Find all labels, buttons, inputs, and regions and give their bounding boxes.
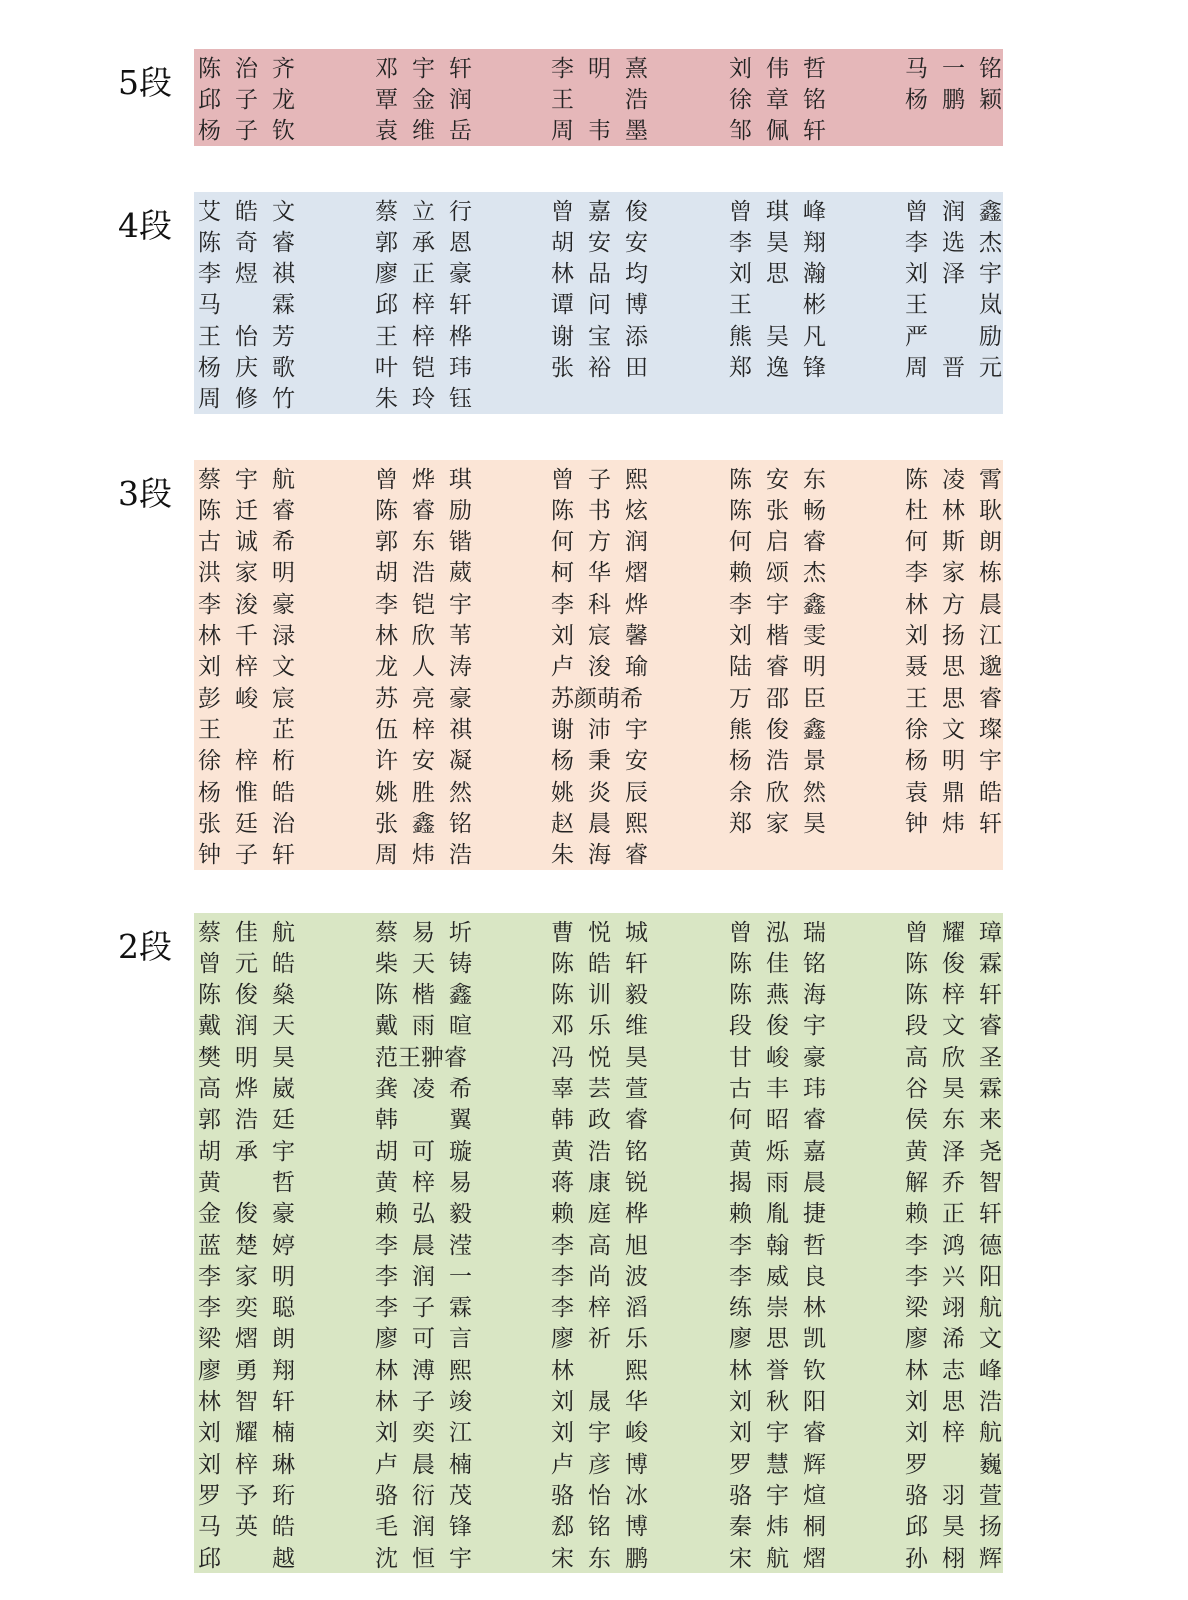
name-row bbox=[194, 1039, 1003, 1071]
student-name: 严 励 bbox=[905, 323, 1002, 350]
student-name: 王 岚 bbox=[905, 292, 1002, 319]
student-name: 李 铠 宇 bbox=[375, 591, 472, 618]
name-row bbox=[194, 256, 1003, 288]
student-name: 陈 佳 铭 bbox=[729, 950, 826, 977]
student-name: 刘 耀 楠 bbox=[198, 1420, 295, 1447]
student-name: 马 一 铭 bbox=[905, 55, 1002, 82]
name-row bbox=[194, 774, 1003, 806]
student-name: 刘 伟 哲 bbox=[729, 55, 826, 82]
student-name: 龙 人 涛 bbox=[375, 654, 472, 681]
student-name: 徐 章 铭 bbox=[729, 86, 826, 113]
student-name: 王 芷 bbox=[198, 716, 295, 743]
name-row bbox=[194, 1321, 1003, 1353]
student-name: 赵 晨 熙 bbox=[551, 810, 648, 837]
name-row bbox=[194, 1384, 1003, 1416]
student-name: 蔡 佳 航 bbox=[198, 919, 295, 946]
student-name: 蓝 楚 婷 bbox=[198, 1232, 295, 1259]
student-name: 梁 熠 朗 bbox=[198, 1326, 295, 1353]
student-name: 黄 烁 嘉 bbox=[729, 1138, 826, 1165]
student-name: 樊 明 昊 bbox=[198, 1044, 295, 1071]
student-name: 张 裕 田 bbox=[551, 355, 648, 381]
student-name: 陈 皓 轩 bbox=[551, 950, 648, 977]
student-name: 戴 润 天 bbox=[198, 1013, 295, 1040]
student-name: 黄 泽 尧 bbox=[905, 1138, 1002, 1165]
student-name: 陈 凌 霄 bbox=[905, 466, 1002, 493]
student-name: 李 子 霖 bbox=[375, 1295, 472, 1322]
student-name: 李 浚 豪 bbox=[198, 591, 295, 618]
name-row bbox=[194, 1477, 1003, 1509]
student-name: 廖 祈 乐 bbox=[551, 1326, 648, 1353]
student-name: 韩 翼 bbox=[375, 1107, 472, 1134]
student-name: 陈 楷 鑫 bbox=[375, 982, 472, 1009]
name-row bbox=[194, 1102, 1003, 1134]
student-name: 柯 华 熠 bbox=[551, 560, 648, 587]
name-row bbox=[194, 805, 1003, 837]
student-name: 李 奕 聪 bbox=[198, 1295, 295, 1322]
student-name: 蔡 立 行 bbox=[375, 198, 472, 225]
name-row bbox=[194, 1008, 1003, 1040]
name-row bbox=[194, 524, 1003, 556]
student-name: 林 品 均 bbox=[551, 261, 648, 288]
rank-label: 3段 bbox=[118, 474, 172, 513]
name-row bbox=[194, 81, 1003, 113]
student-name: 赖 胤 捷 bbox=[729, 1201, 826, 1228]
name-row bbox=[194, 914, 1003, 946]
name-row bbox=[194, 381, 1003, 413]
student-name: 王 浩 bbox=[551, 86, 648, 113]
student-name: 刘 泽 宇 bbox=[905, 261, 1002, 288]
student-name: 练 崇 林 bbox=[729, 1295, 826, 1322]
student-name: 高 烨 崴 bbox=[198, 1076, 295, 1102]
student-name: 徐 梓 桁 bbox=[198, 748, 295, 775]
student-name: 钟 炜 轩 bbox=[905, 810, 1002, 837]
student-name: 李 家 明 bbox=[198, 1263, 295, 1290]
student-name: 李 昊 翔 bbox=[729, 229, 826, 256]
student-name: 熊 吴 凡 bbox=[729, 323, 826, 350]
name-band bbox=[194, 460, 1003, 870]
student-name: 刘 楷 雯 bbox=[729, 623, 826, 649]
student-name: 周 炜 浩 bbox=[375, 842, 472, 869]
student-name: 杨 明 宇 bbox=[905, 748, 1002, 775]
student-name: 杨 秉 安 bbox=[551, 748, 648, 775]
student-name: 曾 子 熙 bbox=[551, 466, 648, 493]
student-name: 袁 维 岳 bbox=[375, 118, 472, 145]
name-band bbox=[194, 913, 1003, 1573]
student-name: 李 选 杰 bbox=[905, 229, 1002, 256]
student-name: 邱 梓 轩 bbox=[375, 292, 472, 319]
student-name: 梁 翊 航 bbox=[905, 1295, 1002, 1322]
name-row bbox=[194, 193, 1003, 225]
student-name: 卢 晨 楠 bbox=[375, 1451, 472, 1478]
student-name: 曾 烨 琪 bbox=[375, 466, 472, 493]
student-name: 余 欣 然 bbox=[729, 779, 826, 806]
student-name: 何 昭 睿 bbox=[729, 1107, 826, 1134]
student-name: 李 兴 阳 bbox=[905, 1263, 1002, 1290]
student-name: 刘 奕 江 bbox=[375, 1420, 472, 1447]
student-name: 曾 耀 璋 bbox=[905, 919, 1002, 946]
student-name: 罗 慧 辉 bbox=[729, 1451, 826, 1478]
student-name: 郑 家 昊 bbox=[729, 810, 826, 837]
student-name: 何 斯 朗 bbox=[905, 529, 1002, 556]
student-name: 郑 逸 锋 bbox=[729, 355, 826, 381]
student-name: 许 安 凝 bbox=[375, 748, 472, 775]
student-name: 李 尚 波 bbox=[551, 1263, 648, 1290]
student-name: 侯 东 来 bbox=[905, 1107, 1002, 1134]
student-name: 郭 承 恩 bbox=[375, 229, 472, 256]
student-name: 李 宇 鑫 bbox=[729, 591, 826, 618]
name-band bbox=[194, 49, 1003, 146]
name-row bbox=[194, 1415, 1003, 1447]
student-name: 张 鑫 铭 bbox=[375, 810, 472, 837]
student-name: 郭 东 锴 bbox=[375, 529, 472, 556]
student-name: 陈 奇 睿 bbox=[198, 229, 295, 256]
name-row bbox=[194, 1540, 1003, 1572]
student-name: 李 晨 滢 bbox=[375, 1232, 472, 1259]
name-row bbox=[194, 1509, 1003, 1541]
rank-label: 5段 bbox=[118, 63, 172, 102]
student-name: 龚 凌 希 bbox=[375, 1076, 472, 1102]
student-name: 钟 子 轩 bbox=[198, 842, 295, 869]
student-name: 辜 芸 萱 bbox=[551, 1076, 648, 1102]
student-name: 刘 梓 琳 bbox=[198, 1451, 295, 1478]
student-name: 曾 嘉 俊 bbox=[551, 198, 648, 225]
rank-label: 2段 bbox=[118, 927, 172, 966]
student-name: 陈 安 东 bbox=[729, 466, 826, 493]
student-name: 范王翀睿 bbox=[375, 1044, 467, 1071]
student-name: 朱 玲 钰 bbox=[375, 386, 472, 413]
student-name: 杨 庆 歌 bbox=[198, 355, 295, 381]
student-name: 曹 悦 城 bbox=[551, 919, 648, 946]
student-name: 邱 昊 扬 bbox=[905, 1514, 1002, 1541]
student-name: 陈 迁 睿 bbox=[198, 497, 295, 524]
student-name: 黄 梓 易 bbox=[375, 1169, 472, 1196]
student-name: 骆 宇 煊 bbox=[729, 1482, 826, 1509]
student-name: 杨 惟 皓 bbox=[198, 779, 295, 806]
name-row bbox=[194, 945, 1003, 977]
student-name: 刘 思 浩 bbox=[905, 1389, 1002, 1415]
student-name: 刘 宇 睿 bbox=[729, 1420, 826, 1447]
student-name: 王 梓 桦 bbox=[375, 323, 472, 350]
student-name: 熊 俊 鑫 bbox=[729, 716, 826, 743]
student-name: 马 英 皓 bbox=[198, 1514, 295, 1541]
student-name: 聂 思 邈 bbox=[905, 654, 1002, 681]
student-name: 李 润 一 bbox=[375, 1263, 472, 1290]
student-name: 甘 峻 豪 bbox=[729, 1044, 826, 1071]
name-row bbox=[194, 1290, 1003, 1322]
student-name: 袁 鼎 皓 bbox=[905, 779, 1002, 806]
name-row bbox=[194, 711, 1003, 743]
student-name: 李 科 烨 bbox=[551, 591, 648, 618]
student-name: 胡 安 安 bbox=[551, 229, 648, 256]
student-name: 赖 弘 毅 bbox=[375, 1201, 472, 1228]
name-row bbox=[194, 287, 1003, 319]
student-name: 张 廷 治 bbox=[198, 810, 295, 837]
student-name: 胡 可 璇 bbox=[375, 1138, 472, 1165]
student-name: 郭 浩 廷 bbox=[198, 1107, 295, 1134]
student-name: 胡 浩 葳 bbox=[375, 560, 472, 587]
student-name: 杨 鹏 颖 bbox=[905, 86, 1002, 113]
student-name: 彭 峻 宸 bbox=[198, 685, 295, 712]
student-name: 蔡 易 圻 bbox=[375, 919, 472, 946]
student-name: 韩 政 睿 bbox=[551, 1107, 648, 1134]
student-name: 周 晋 元 bbox=[905, 355, 1002, 381]
student-name: 林 誉 钦 bbox=[729, 1357, 826, 1384]
student-name: 林 智 轩 bbox=[198, 1389, 295, 1415]
student-name: 林 溥 熙 bbox=[375, 1357, 472, 1384]
name-row bbox=[194, 649, 1003, 681]
student-name: 陈 梓 轩 bbox=[905, 982, 1002, 1009]
student-name: 邓 宇 轩 bbox=[375, 55, 472, 82]
student-name: 何 启 睿 bbox=[729, 529, 826, 556]
student-name: 王 思 睿 bbox=[905, 685, 1002, 712]
student-name: 刘 思 瀚 bbox=[729, 261, 826, 288]
student-name: 杨 浩 景 bbox=[729, 748, 826, 775]
student-name: 李 威 良 bbox=[729, 1263, 826, 1290]
student-name: 廖 正 豪 bbox=[375, 261, 472, 288]
name-row bbox=[194, 1133, 1003, 1165]
rank-label: 4段 bbox=[118, 206, 172, 245]
student-name: 刘 宸 馨 bbox=[551, 623, 648, 649]
student-name: 高 欣 圣 bbox=[905, 1044, 1002, 1071]
name-row bbox=[194, 977, 1003, 1009]
student-name: 金 俊 豪 bbox=[198, 1201, 295, 1228]
student-name: 王 怡 芳 bbox=[198, 323, 295, 350]
student-name: 万 邵 臣 bbox=[729, 685, 826, 712]
student-name: 林 子 竣 bbox=[375, 1389, 472, 1415]
student-name: 谢 沛 宇 bbox=[551, 716, 648, 743]
student-name: 解 乔 智 bbox=[905, 1169, 1002, 1196]
name-row bbox=[194, 555, 1003, 587]
student-name: 骆 怡 冰 bbox=[551, 1482, 648, 1509]
student-name: 陈 睿 励 bbox=[375, 497, 472, 524]
student-name: 李 明 熹 bbox=[551, 55, 648, 82]
student-name: 古 诚 希 bbox=[198, 529, 295, 556]
student-name: 揭 雨 晨 bbox=[729, 1169, 826, 1196]
student-name: 刘 扬 江 bbox=[905, 623, 1002, 649]
student-name: 陈 张 畅 bbox=[729, 497, 826, 524]
student-name: 林 熙 bbox=[551, 1357, 648, 1384]
name-row bbox=[194, 50, 1003, 82]
student-name: 骆 衍 茂 bbox=[375, 1482, 472, 1509]
student-name: 蔡 宇 航 bbox=[198, 466, 295, 493]
name-row bbox=[194, 1196, 1003, 1228]
student-name: 李 高 旭 bbox=[551, 1232, 648, 1259]
name-row bbox=[194, 618, 1003, 650]
student-name: 徐 文 璨 bbox=[905, 716, 1002, 743]
student-name: 李 家 栋 bbox=[905, 560, 1002, 587]
student-name: 宋 航 熠 bbox=[729, 1545, 826, 1572]
student-name: 叶 铠 玮 bbox=[375, 355, 472, 381]
student-name: 李 梓 滔 bbox=[551, 1295, 648, 1322]
student-name: 谷 昊 霖 bbox=[905, 1076, 1002, 1102]
student-name: 罗 巍 bbox=[905, 1451, 1002, 1478]
student-name: 骆 羽 萱 bbox=[905, 1482, 1002, 1509]
student-name: 苏颜萌希 bbox=[551, 685, 643, 712]
name-row bbox=[194, 1352, 1003, 1384]
student-name: 林 志 峰 bbox=[905, 1357, 1002, 1384]
name-band bbox=[194, 192, 1003, 414]
name-row bbox=[194, 837, 1003, 869]
student-name: 柴 天 铸 bbox=[375, 950, 472, 977]
name-row bbox=[194, 743, 1003, 775]
student-name: 段 文 睿 bbox=[905, 1013, 1002, 1040]
student-name: 李 翰 哲 bbox=[729, 1232, 826, 1259]
student-name: 秦 炜 桐 bbox=[729, 1514, 826, 1541]
student-name: 谭 问 博 bbox=[551, 292, 648, 319]
student-name: 洪 家 明 bbox=[198, 560, 295, 587]
student-name: 冯 悦 昊 bbox=[551, 1044, 648, 1071]
student-name: 周 韦 墨 bbox=[551, 118, 648, 145]
student-name: 林 方 晨 bbox=[905, 591, 1002, 618]
student-name: 杜 林 耿 bbox=[905, 497, 1002, 524]
student-name: 曾 琪 峰 bbox=[729, 198, 826, 225]
student-name: 邱 越 bbox=[198, 1545, 295, 1572]
student-name: 廖 思 凯 bbox=[729, 1326, 826, 1353]
name-row bbox=[194, 1258, 1003, 1290]
student-name: 黄 哲 bbox=[198, 1169, 295, 1196]
student-name: 毛 润 锋 bbox=[375, 1514, 472, 1541]
student-name: 卢 彦 博 bbox=[551, 1451, 648, 1478]
student-name: 何 方 润 bbox=[551, 529, 648, 556]
name-row bbox=[194, 318, 1003, 350]
name-row bbox=[194, 350, 1003, 382]
student-name: 刘 秋 阳 bbox=[729, 1389, 826, 1415]
student-name: 段 俊 宇 bbox=[729, 1013, 826, 1040]
student-name: 赖 颂 杰 bbox=[729, 560, 826, 587]
student-name: 苏 亮 豪 bbox=[375, 685, 472, 712]
student-name: 刘 晟 华 bbox=[551, 1389, 648, 1415]
name-row bbox=[194, 492, 1003, 524]
student-name: 李 煜 祺 bbox=[198, 261, 295, 288]
student-name: 王 彬 bbox=[729, 292, 826, 319]
student-name: 沈 恒 宇 bbox=[375, 1545, 472, 1572]
student-name: 廖 可 言 bbox=[375, 1326, 472, 1353]
student-name: 陈 燕 海 bbox=[729, 982, 826, 1009]
student-name: 马 霖 bbox=[198, 292, 295, 319]
student-name: 艾 皓 文 bbox=[198, 198, 295, 225]
student-name: 陈 治 齐 bbox=[198, 55, 295, 82]
student-name: 邹 佩 轩 bbox=[729, 118, 826, 145]
student-name: 黄 浩 铭 bbox=[551, 1138, 648, 1165]
student-name: 陈 书 炫 bbox=[551, 497, 648, 524]
student-name: 赖 庭 桦 bbox=[551, 1201, 648, 1228]
student-name: 宋 东 鹏 bbox=[551, 1545, 648, 1572]
student-name: 谢 宝 添 bbox=[551, 323, 648, 350]
name-row bbox=[194, 680, 1003, 712]
student-name: 林 欣 苇 bbox=[375, 623, 472, 649]
name-row bbox=[194, 1446, 1003, 1478]
student-name: 李 鸿 德 bbox=[905, 1232, 1002, 1259]
student-name: 杨 子 钦 bbox=[198, 118, 295, 145]
name-row bbox=[194, 1071, 1003, 1103]
student-name: 刘 宇 峻 bbox=[551, 1420, 648, 1447]
student-name: 姚 胜 然 bbox=[375, 779, 472, 806]
student-name: 朱 海 睿 bbox=[551, 842, 648, 869]
student-name: 伍 梓 祺 bbox=[375, 716, 472, 743]
student-name: 邱 子 龙 bbox=[198, 86, 295, 113]
student-name: 姚 炎 辰 bbox=[551, 779, 648, 806]
student-name: 陈 俊 霖 bbox=[905, 950, 1002, 977]
student-name: 陈 俊 燊 bbox=[198, 982, 295, 1009]
name-row bbox=[194, 586, 1003, 618]
student-name: 邓 乐 维 bbox=[551, 1013, 648, 1040]
student-name: 林 千 渌 bbox=[198, 623, 295, 649]
student-name: 赖 正 轩 bbox=[905, 1201, 1002, 1228]
student-name: 刘 梓 航 bbox=[905, 1420, 1002, 1447]
student-name: 覃 金 润 bbox=[375, 86, 472, 113]
student-name: 周 修 竹 bbox=[198, 386, 295, 413]
student-name: 刘 梓 文 bbox=[198, 654, 295, 681]
student-name: 卢 浚 瑜 bbox=[551, 654, 648, 681]
student-name: 陈 训 毅 bbox=[551, 982, 648, 1009]
student-name: 罗 予 珩 bbox=[198, 1482, 295, 1509]
name-row bbox=[194, 461, 1003, 493]
student-name: 廖 勇 翔 bbox=[198, 1357, 295, 1384]
name-row bbox=[194, 224, 1003, 256]
student-name: 蒋 康 锐 bbox=[551, 1169, 648, 1196]
student-name: 古 丰 玮 bbox=[729, 1076, 826, 1102]
student-name: 陆 睿 明 bbox=[729, 654, 826, 681]
name-row bbox=[194, 1164, 1003, 1196]
student-name: 郄 铭 博 bbox=[551, 1514, 648, 1541]
student-name: 曾 元 皓 bbox=[198, 950, 295, 977]
student-name: 曾 泓 瑞 bbox=[729, 919, 826, 946]
student-name: 曾 润 鑫 bbox=[905, 198, 1002, 225]
student-name: 胡 承 宇 bbox=[198, 1138, 295, 1165]
name-row bbox=[194, 1227, 1003, 1259]
student-name: 廖 浠 文 bbox=[905, 1326, 1002, 1353]
student-name: 戴 雨 暄 bbox=[375, 1013, 472, 1040]
name-row bbox=[194, 113, 1003, 145]
student-name: 孙 栩 辉 bbox=[905, 1545, 1002, 1572]
